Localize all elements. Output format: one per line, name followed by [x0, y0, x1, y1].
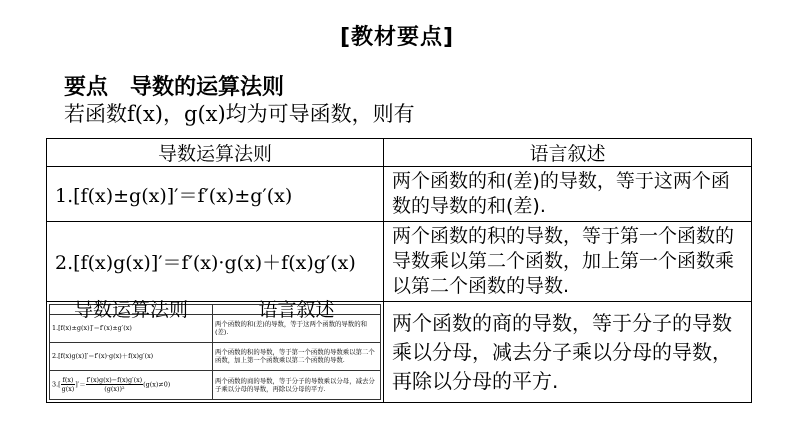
heading-topic: 导数的运算法则 [130, 75, 285, 100]
mini-quotient-formula: 3.[ $\frac{f(x)}{g(x)}$ ]′＝ $\frac{f'(x)g(x)-f(x)g'(x)}{\text{(g(x))²}}$ (g(x)≠0) [50, 370, 213, 399]
mini-rhs-fraction: $\frac{f'(x)g(x)-f(x)g'(x)}{\text{(g(x))²}}$ [86, 376, 143, 394]
mini-quotient-description: 两个函数的商的导数，等于分子的导数乘以分母，减去分子乘以分母的导数，再除以分母的平方. [213, 370, 381, 399]
mini-sum-description: 两个函数的和(差)的导数，等于这两个函数的导数的和(差). [213, 315, 381, 343]
mini-sum-formula: 1.[f(x)±g(x)]′＝f′(x)±g′(x) [50, 315, 213, 343]
table-row [47, 302, 752, 403]
mini-header-description: 语言叙述 [213, 305, 381, 315]
derivative-rules-table [46, 138, 752, 403]
table-thumbnail [47, 298, 384, 403]
section-heading [64, 70, 284, 101]
table-row [47, 167, 752, 222]
mini-lhs-fraction: $\frac{f(x)}{g(x)}$ [61, 376, 75, 394]
header-description: 语言叙述 [384, 139, 752, 167]
quotient-rule-description: 两个函数的商的导数，等于分子的导数乘以分母，减去分子乘以分母的导数，再除以分母的平方. [384, 302, 752, 403]
product-rule-description: 两个函数的积的导数，等于第一个函数的导数乘以第二个函数，加上第一个函数乘以第二个函数的导数. [384, 222, 752, 302]
mini-rules-table [49, 298, 381, 400]
sum-rule-description: 两个函数的和(差)的导数，等于这两个函数的导数的和(差). [384, 167, 752, 222]
table-header-row [47, 139, 752, 167]
heading-label: 要点 [64, 75, 109, 100]
intro-text: 若函数f(x)，g(x)均为可导函数，则有 [64, 102, 415, 126]
table-row [47, 222, 752, 302]
sum-rule-formula: 1.[f(x)±g(x)]′＝f′(x)±g′(x) [47, 167, 384, 222]
mini-product-formula: 2.[f(x)g(x)]′＝f′(x)·g(x)＋f(x)g′(x) [50, 342, 213, 370]
header-rules: 导数运算法则 [47, 139, 384, 167]
page-title: [教材要点] [339, 25, 455, 50]
mini-product-description: 两个函数的积的导数，等于第一个函数的导数乘以第二个函数，加上第一个函数乘以第二个函数的导数. [213, 342, 381, 370]
product-rule-formula: 2.[f(x)g(x)]′＝f′(x)·g(x)＋f(x)g′(x) [47, 222, 384, 302]
mini-header-rules: 导数运算法则 [50, 305, 213, 315]
